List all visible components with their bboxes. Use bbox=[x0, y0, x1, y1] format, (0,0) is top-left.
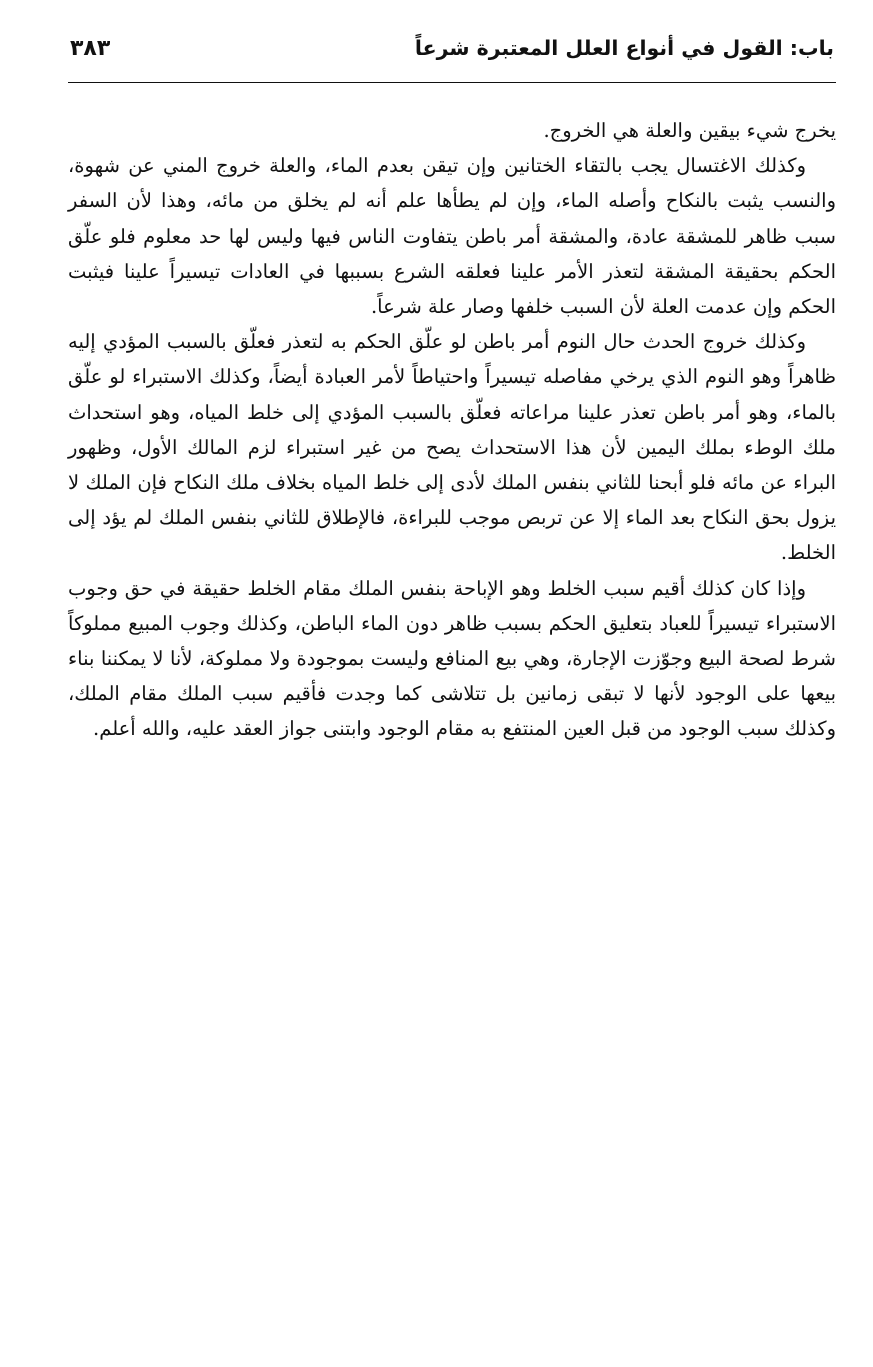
page-number: ٣٨٣ bbox=[70, 36, 111, 61]
paragraph: وكذلك خروج الحدث حال النوم أمر باطن لو علّق الحكم به لتعذر فعلّق بالسبب المؤدي إليه ظاهراً وهو النوم الذي يرخي مفاصله تيسيراً واحتياطاً لأمر العبادة أيضاً، وكذلك الاستبراء لو علّق بالماء، وهو أمر باطن تعذر علينا مراعاته فعلّق بالسبب المؤدي إلى خلط المياه، وهو استحداث ملك الوطء بملك اليمين لأن هذا الاستحداث يصح من غير استبراء لزم المالك الأول، وظهور البراء عن مائه فلو أبحنا للثاني بنفس الملك لأدى إلى خلط المياه بخلاف ملك النكاح فإن الملك لا يزول بحق النكاح بعد الماء إلا عن تربص موجب للبراءة، فالإطلاق للثاني بنفس الملك لم يؤد إلى الخلط. bbox=[68, 330, 836, 565]
paragraph-continuation: يخرج شيء بيقين والعلة هي الخروج. bbox=[543, 119, 836, 142]
paragraph: وكذلك الاغتسال يجب بالتقاء الختانين وإن تيقن بعدم الماء، والعلة خروج المني عن شهوة، والنسب يثبت بالنكاح وأصله الماء، وإن لم يطأها علم أنه لم يخلق من مائه، وهذا لأن السفر سبب ظاهر للمشقة عادة، والمشقة أمر باطن يتفاوت الناس فيها وليس لها حد معلوم فلو علّق الحكم بحقيقة المشقة لتعذر الأمر علينا فعلقه الشرع بسببها في العادات تيسيراً علينا فيثبت الحكم وإن عدمت العلة لأن السبب خلفها وصار علة شرعاً. bbox=[68, 154, 836, 319]
page-header bbox=[68, 30, 836, 83]
body-text bbox=[68, 113, 836, 747]
paragraph: وإذا كان كذلك أقيم سبب الخلط وهو الإباحة بنفس الملك مقام الخلط حقيقة في حق وجوب الاستبراء تيسيراً للعباد بتعليق الحكم بسبب ظاهر دون الماء الباطن، وكذلك وجوب المبيع مملوكاً شرط لصحة البيع وجوّزت الإجارة، وهي بيع المنافع وليست بموجودة ولا مملوكة، لأنا لا يمكننا بناء بيعها على الوجود لأنها لا تبقى زمانين بل تتلاشى كما وجدت فأقيم سبب الملك مقام الملك، وكذلك سبب الوجود من قبل العين المنتفع به مقام الوجود وابتنى جواز العقد عليه، والله أعلم. bbox=[68, 576, 836, 741]
running-title: باب: القول في أنواع العلل المعتبرة شرعاً bbox=[414, 36, 834, 60]
book-page bbox=[68, 30, 836, 747]
